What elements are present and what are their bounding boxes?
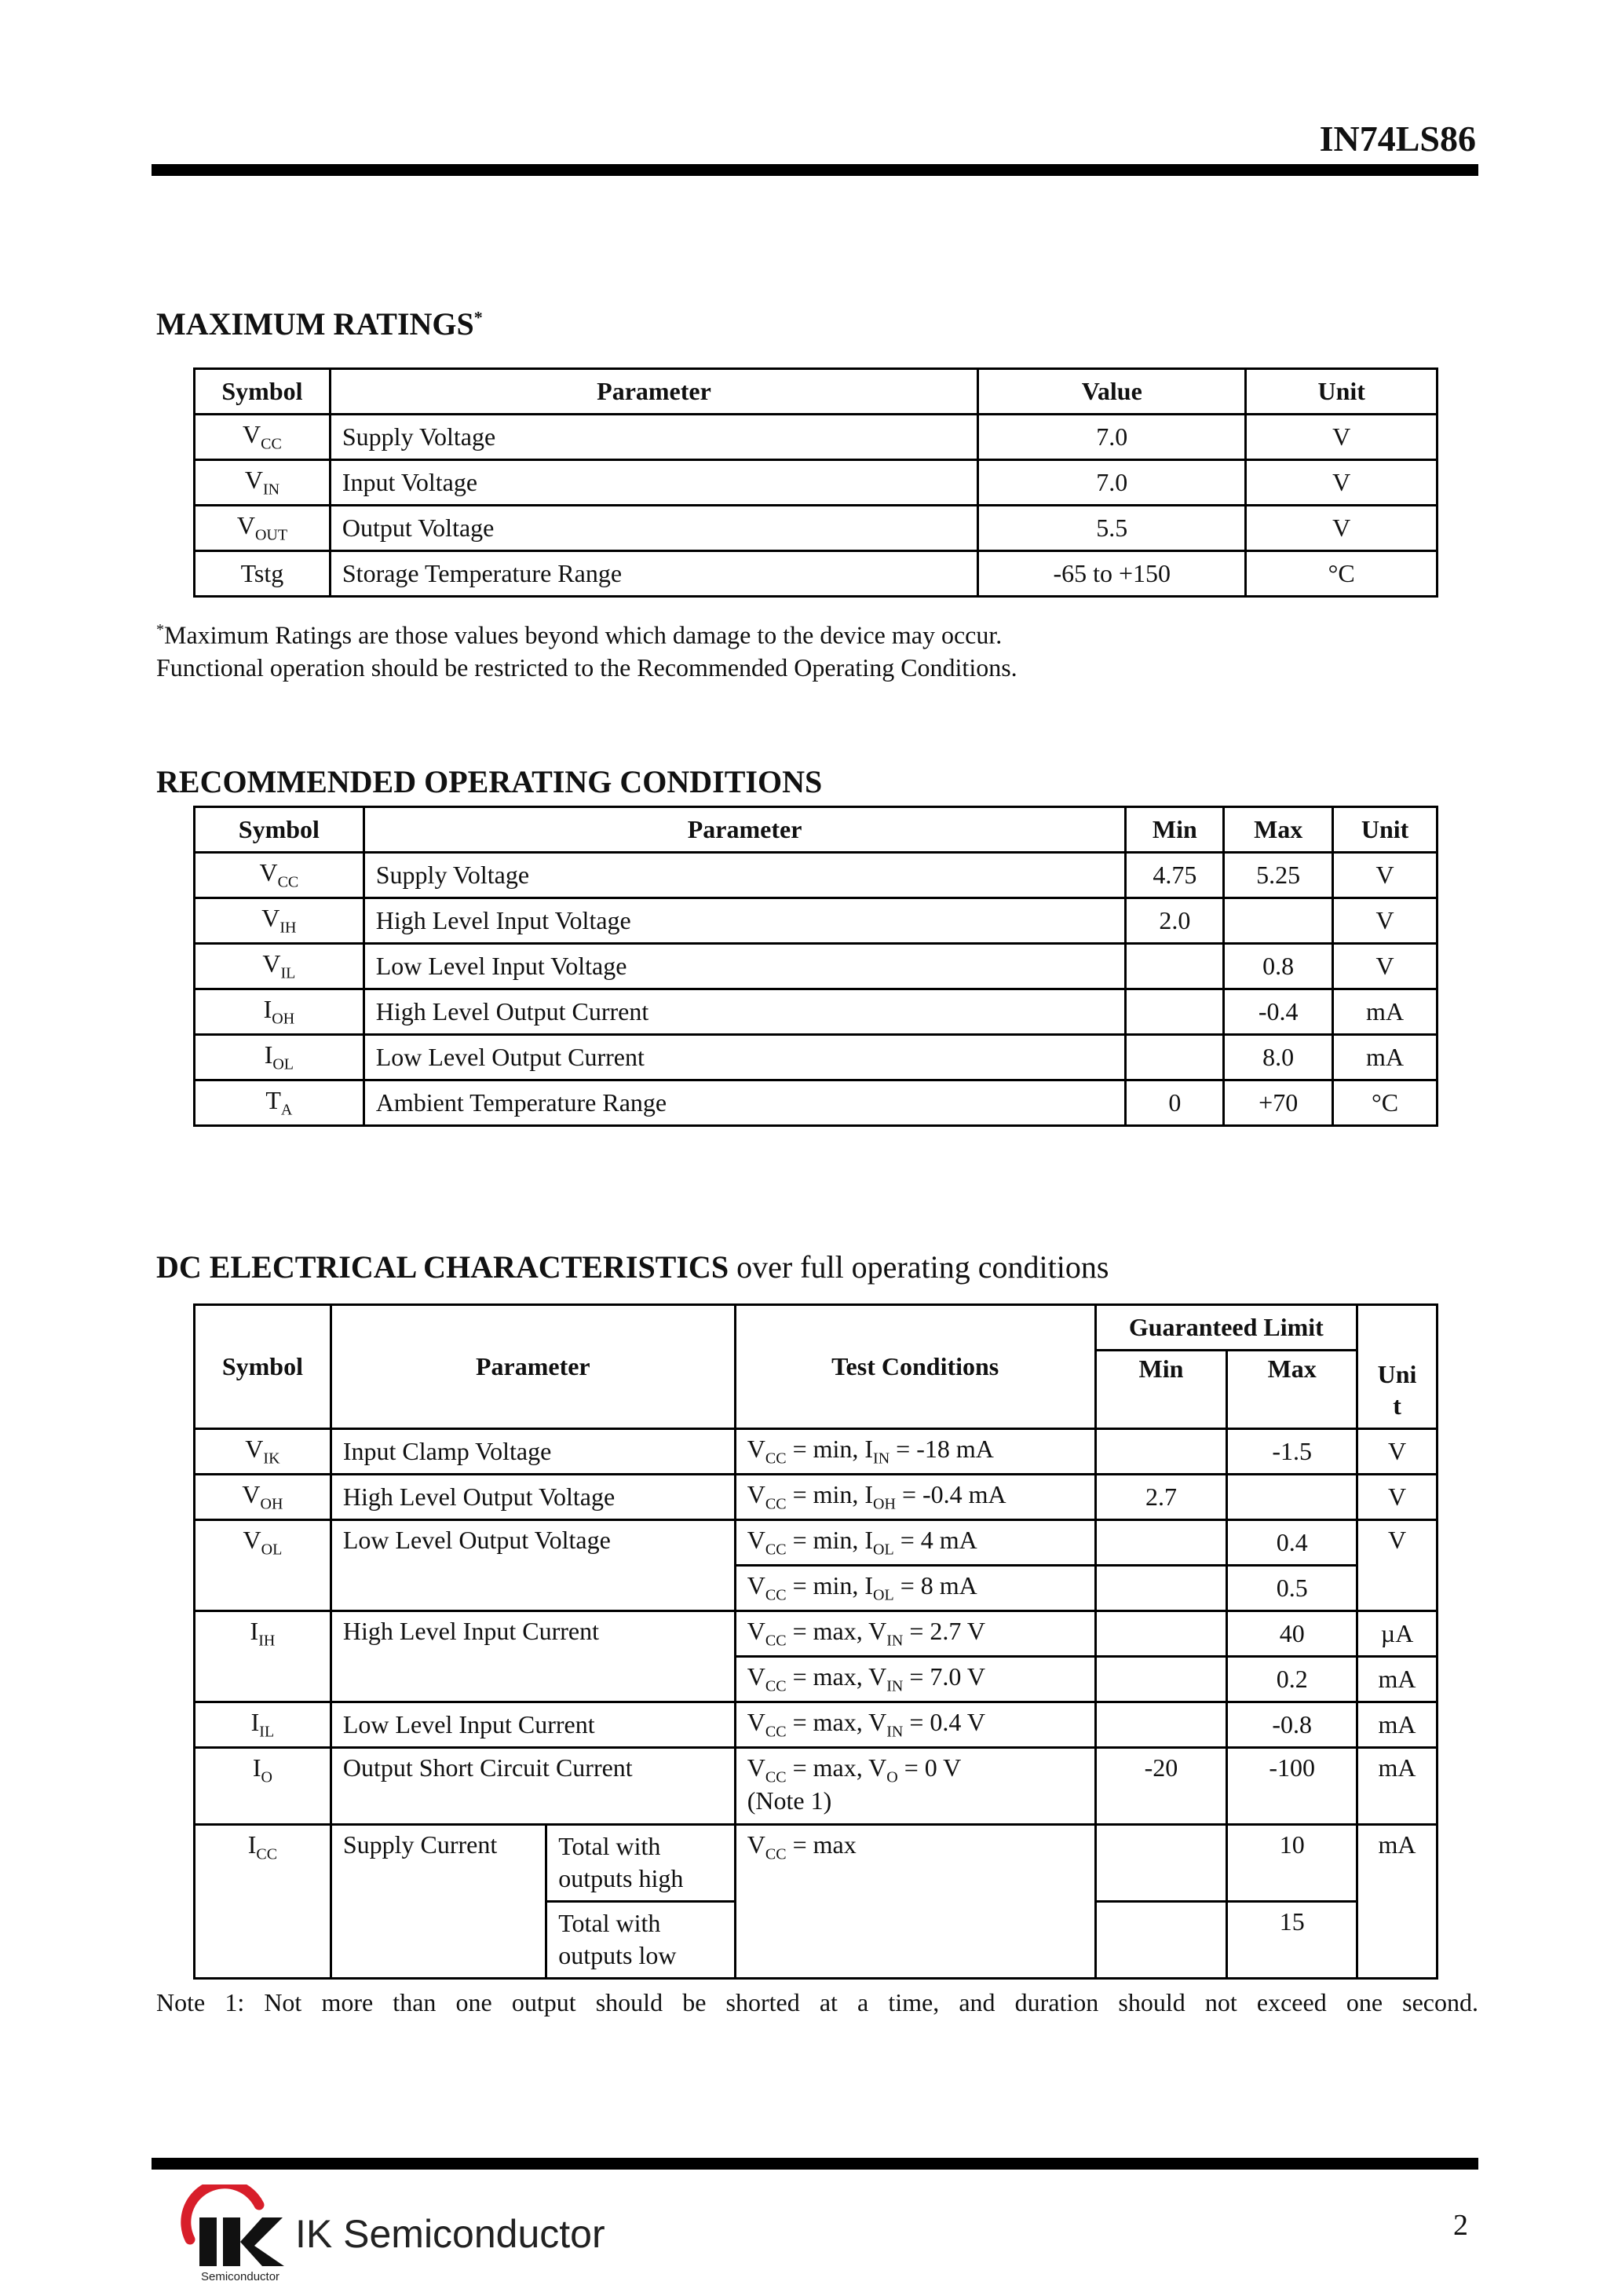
- table-row: [195, 944, 1438, 989]
- max-cell: 0.5: [1227, 1566, 1357, 1611]
- col-header-unit: Unit: [1246, 369, 1438, 415]
- min-cell: [1095, 1566, 1227, 1611]
- symbol-cell: Tstg: [195, 551, 331, 597]
- min-cell: 2.7: [1095, 1475, 1227, 1520]
- header-rule: [152, 164, 1478, 176]
- min-cell: [1095, 1520, 1227, 1566]
- test-condition-cell: $V_{CC} = \max$, $V_O = 0$ V (Note 1): [735, 1748, 1095, 1825]
- max-cell: +70: [1224, 1080, 1333, 1126]
- symbol-cell: $V_{IH}$: [195, 898, 364, 944]
- unit-cell: mA: [1357, 1748, 1438, 1825]
- test-note: (Note 1): [747, 1786, 832, 1815]
- table-row: [195, 1080, 1438, 1126]
- test-condition-cell: $V_{CC} = \min$, $I_{OH} = -0.4$ mA: [735, 1475, 1095, 1520]
- table-row: [195, 853, 1438, 898]
- min-cell: [1126, 989, 1224, 1035]
- table-row: [195, 460, 1438, 506]
- max-cell: 0.2: [1227, 1657, 1357, 1702]
- dc-characteristics-title: DC ELECTRICAL CHARACTERISTICS over full operating conditions: [156, 1249, 1109, 1285]
- max-cell: [1227, 1475, 1357, 1520]
- logo-subtext: Semiconductor: [201, 2270, 280, 2283]
- table-row: [195, 415, 1438, 460]
- max-ratings-title: [156, 305, 483, 342]
- unit-cell: °C: [1333, 1080, 1438, 1126]
- unit-cell: µA: [1357, 1611, 1438, 1657]
- unit-cell: V: [1357, 1429, 1438, 1475]
- footer-rule: [152, 2158, 1478, 2170]
- parameter-cell: Low Level Output Voltage: [331, 1520, 735, 1611]
- parameter-cell: Input Voltage: [330, 460, 977, 506]
- max-cell: [1224, 898, 1333, 944]
- parameter-cell: High Level Output Voltage: [331, 1475, 735, 1520]
- parameter-cell: High Level Input Current: [331, 1611, 735, 1702]
- symbol-cell: $V_{IK}$: [195, 1429, 331, 1475]
- min-cell: [1095, 1657, 1227, 1702]
- min-cell: 2.0: [1126, 898, 1224, 944]
- test-condition-cell: $V_{CC} = \max$, $V_{IN} = 7.0$ V: [735, 1657, 1095, 1702]
- min-cell: [1095, 1429, 1227, 1475]
- parameter-cell: Low Level Input Current: [331, 1702, 735, 1748]
- symbol-cell: $V_{OL}$: [195, 1520, 331, 1611]
- symbol-cell: $I_{OL}$: [195, 1035, 364, 1080]
- parameter-cell: Supply Voltage: [330, 415, 977, 460]
- unit-cell: mA: [1357, 1702, 1438, 1748]
- symbol-cell: $V_{OUT}$: [195, 506, 331, 551]
- page-number: 2: [1453, 2209, 1468, 2242]
- max-cell: 8.0: [1224, 1035, 1333, 1080]
- unit-cell: V: [1333, 898, 1438, 944]
- value-cell: 7.0: [978, 415, 1246, 460]
- symbol-cell: $I_{CC}$: [195, 1825, 331, 1979]
- min-cell: [1126, 944, 1224, 989]
- dc-characteristics-table: [193, 1303, 1438, 1980]
- test-condition-cell: $V_{CC} = \min$, $I_{IN} = -18$ mA: [735, 1429, 1095, 1475]
- max-cell: -0.8: [1227, 1702, 1357, 1748]
- symbol-cell: $I_{IL}$: [195, 1702, 331, 1748]
- table-header-row: [195, 369, 1438, 415]
- table-row: [195, 551, 1438, 597]
- max-cell: -1.5: [1227, 1429, 1357, 1475]
- symbol-cell: $V_{OH}$: [195, 1475, 331, 1520]
- parameter-cell: Storage Temperature Range: [330, 551, 977, 597]
- max-ratings-title-text: MAXIMUM RATINGS: [156, 306, 474, 342]
- table-row: [195, 989, 1438, 1035]
- col-header-unit: Uni t: [1357, 1305, 1438, 1429]
- parameter-cell: Output Voltage: [330, 506, 977, 551]
- test-condition-cell: $V_{CC} = \min$, $I_{OL} = 4$ mA: [735, 1520, 1095, 1566]
- table-row: [195, 898, 1438, 944]
- unit-cell: V: [1357, 1520, 1438, 1611]
- unit-cell: mA: [1333, 989, 1438, 1035]
- symbol-cell: $V_{CC}$: [195, 853, 364, 898]
- min-cell: -20: [1095, 1748, 1227, 1825]
- parameter-cell: Output Short Circuit Current: [331, 1748, 735, 1825]
- dc-note: Note 1: Not more than one output should be shorted at a time, and duration should not exceed one second.: [156, 1988, 1478, 2016]
- unit-cell: V: [1246, 506, 1438, 551]
- parameter-cell: Input Clamp Voltage: [331, 1429, 735, 1475]
- max-ratings-title-mark: *: [473, 307, 483, 327]
- max-cell: 5.25: [1224, 853, 1333, 898]
- col-header-symbol: Symbol: [195, 807, 364, 853]
- parameter-cell: High Level Input Voltage: [363, 898, 1126, 944]
- symbol-cell: $I_{OH}$: [195, 989, 364, 1035]
- min-cell: 4.75: [1126, 853, 1224, 898]
- symbol-cell: $T_A$: [195, 1080, 364, 1126]
- symbol-cell: $I_O$: [195, 1748, 331, 1825]
- test-condition-cell: $V_{CC} = \min$, $I_{OL} = 8$ mA: [735, 1566, 1095, 1611]
- parameter-cell: Supply Voltage: [363, 853, 1126, 898]
- unit-cell: V: [1246, 460, 1438, 506]
- col-header-parameter: Parameter: [363, 807, 1126, 853]
- max-cell: -0.4: [1224, 989, 1333, 1035]
- col-header-parameter: Parameter: [331, 1305, 735, 1429]
- unit-cell: V: [1357, 1475, 1438, 1520]
- col-header-parameter: Parameter: [330, 369, 977, 415]
- table-row: [195, 1748, 1438, 1825]
- parameter-cell: Supply Current: [331, 1825, 546, 1979]
- parameter-cell: Low Level Input Voltage: [363, 944, 1126, 989]
- col-header-unit: Unit: [1333, 807, 1438, 853]
- footnote-line-1: *Maximum Ratings are those values beyond which damage to the device may occur.: [156, 620, 1003, 649]
- table-header-row: [195, 807, 1438, 853]
- min-cell: [1126, 1035, 1224, 1080]
- min-cell: [1095, 1611, 1227, 1657]
- max-cell: 10: [1227, 1825, 1357, 1902]
- value-cell: 5.5: [978, 506, 1246, 551]
- max-cell: 15: [1227, 1902, 1357, 1979]
- min-cell: [1095, 1702, 1227, 1748]
- unit-cell: V: [1333, 944, 1438, 989]
- table-row: [195, 1475, 1438, 1520]
- unit-cell: mA: [1357, 1657, 1438, 1702]
- col-header-test-conditions: Test Conditions: [735, 1305, 1095, 1429]
- part-number: IN74LS86: [1319, 119, 1476, 159]
- col-header-guaranteed-limit: Guaranteed Limit: [1095, 1305, 1357, 1351]
- unit-cell: °C: [1246, 551, 1438, 597]
- min-cell: [1095, 1902, 1227, 1979]
- table-row: [195, 1035, 1438, 1080]
- unit-cell: V: [1246, 415, 1438, 460]
- max-cell: 0.8: [1224, 944, 1333, 989]
- rec-conditions-table: [193, 806, 1438, 1127]
- table-row: [195, 1702, 1438, 1748]
- parameter-cell: Ambient Temperature Range: [363, 1080, 1126, 1126]
- table-header-row: [195, 1305, 1438, 1351]
- table-row: [195, 1825, 1438, 1902]
- logo-text: IK Semiconductor: [295, 2211, 605, 2256]
- col-header-max: Max: [1224, 807, 1333, 853]
- test-condition-cell: $V_{CC} = \max$, $V_{IN} = 0.4$ V: [735, 1702, 1095, 1748]
- col-header-symbol: Symbol: [195, 369, 331, 415]
- max-ratings-footnote: [156, 614, 1017, 684]
- col-header-min: Min: [1095, 1351, 1227, 1429]
- ik-logo-icon: [166, 2184, 292, 2283]
- col-header-min: Min: [1126, 807, 1224, 853]
- value-cell: 7.0: [978, 460, 1246, 506]
- unit-cell: mA: [1333, 1035, 1438, 1080]
- table-row: [195, 1429, 1438, 1475]
- test-condition-cell: $V_{CC} = \max$, $V_{IN} = 2.7$ V: [735, 1611, 1095, 1657]
- unit-cell: mA: [1357, 1825, 1438, 1979]
- min-cell: 0: [1126, 1080, 1224, 1126]
- symbol-cell: $V_{IN}$: [195, 460, 331, 506]
- table-row: [195, 1611, 1438, 1657]
- col-header-max: Max: [1227, 1351, 1357, 1429]
- parameter-cell: High Level Output Current: [363, 989, 1126, 1035]
- col-header-symbol: Symbol: [195, 1305, 331, 1429]
- symbol-cell: $V_{CC}$: [195, 415, 331, 460]
- symbol-cell: $V_{IL}$: [195, 944, 364, 989]
- max-cell: -100: [1227, 1748, 1357, 1825]
- symbol-cell: $I_{IH}$: [195, 1611, 331, 1702]
- test-condition-cell: $V_{CC} = \max$: [735, 1825, 1095, 1979]
- col-header-value: Value: [978, 369, 1246, 415]
- sub-parameter-cell: Total with outputs high: [546, 1825, 736, 1902]
- table-row: [195, 1520, 1438, 1566]
- parameter-cell: Low Level Output Current: [363, 1035, 1126, 1080]
- table-row: [195, 506, 1438, 551]
- value-cell: -65 to +150: [978, 551, 1246, 597]
- sub-parameter-cell: Total with outputs low: [546, 1902, 736, 1979]
- min-cell: [1095, 1825, 1227, 1902]
- max-cell: 40: [1227, 1611, 1357, 1657]
- ik-logo-graphic: [166, 2184, 292, 2283]
- max-cell: 0.4: [1227, 1520, 1357, 1566]
- footnote-line-2: Functional operation should be restricted to the Recommended Operating Conditions.: [156, 653, 1017, 682]
- unit-cell: V: [1333, 853, 1438, 898]
- company-logo: [166, 2184, 605, 2283]
- rec-conditions-title: RECOMMENDED OPERATING CONDITIONS: [156, 764, 823, 799]
- max-ratings-table: [193, 367, 1438, 598]
